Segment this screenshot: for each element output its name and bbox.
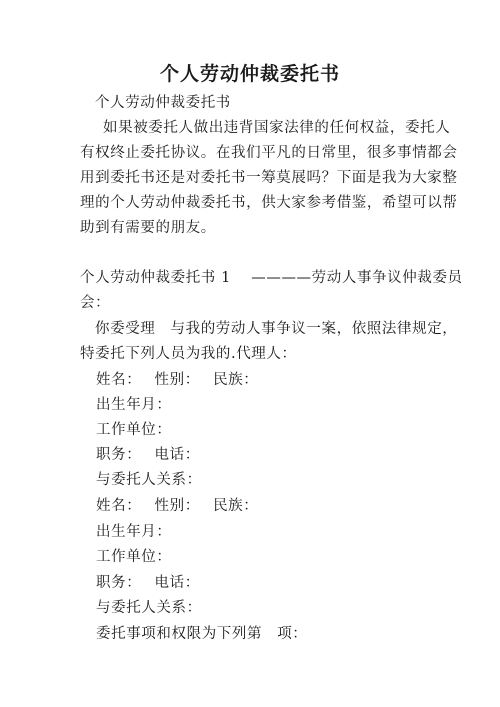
agent2-ethnicity-label: 民族： [213, 498, 259, 514]
agent1-position-row [96, 444, 200, 466]
section1-heading-line-1: 个人劳动仲裁委托书 1 ————劳动人事争议仲裁委员 [80, 270, 463, 286]
intro-line-3: 用到委托书还是对委托书一筹莫展吗？下面是我为大家整 [80, 170, 458, 186]
agent2-work-label: 工作单位： [96, 549, 172, 565]
intro-line-1: 如果被委托人做出违背国家法律的任何权益，委托人 [103, 120, 451, 136]
agent1-work-label: 工作单位： [96, 422, 172, 438]
intro-line-5: 助到有需要的朋友。 [80, 220, 216, 236]
agent1-gender-label: 性别： [154, 372, 200, 388]
agent1-name-row [96, 369, 258, 391]
body-line-2: 特委托下列人员为我的.代理人： [80, 346, 297, 362]
document-subtitle: 个人劳动仲裁委托书 [95, 95, 231, 111]
agent2-gender-label: 性别： [154, 498, 200, 514]
agent2-birth-label: 出生年月： [96, 524, 172, 540]
agent1-birth-label: 出生年月： [96, 397, 172, 413]
agent1-name-label: 姓名： [96, 372, 142, 388]
agent2-position-row [96, 572, 200, 594]
document-title: 个人劳动仲裁委托书 [159, 63, 340, 85]
agent2-phone-label: 电话： [154, 575, 200, 591]
agent1-position-label: 职务： [96, 447, 142, 463]
section1-heading-line-2: 会： [80, 295, 111, 311]
agent1-phone-label: 电话： [154, 447, 200, 463]
agent2-relation-label: 与委托人关系： [96, 600, 202, 616]
body-line-1: 你委受理 与我的劳动人事争议一案，依照法律规定， [95, 321, 458, 337]
agent2-name-row [96, 495, 258, 517]
intro-line-4: 理的个人劳动仲裁委托书，供大家参考借鉴，希望可以帮 [80, 195, 458, 211]
intro-line-2: 有权终止委托协议。在我们平凡的日常里，很多事情都会 [80, 145, 458, 161]
agent1-relation-label: 与委托人关系： [96, 472, 202, 488]
agent2-name-label: 姓名： [96, 498, 142, 514]
agent2-position-label: 职务： [96, 575, 142, 591]
agent1-ethnicity-label: 民族： [213, 372, 259, 388]
matters-line: 委托事项和权限为下列第 项： [96, 626, 308, 642]
